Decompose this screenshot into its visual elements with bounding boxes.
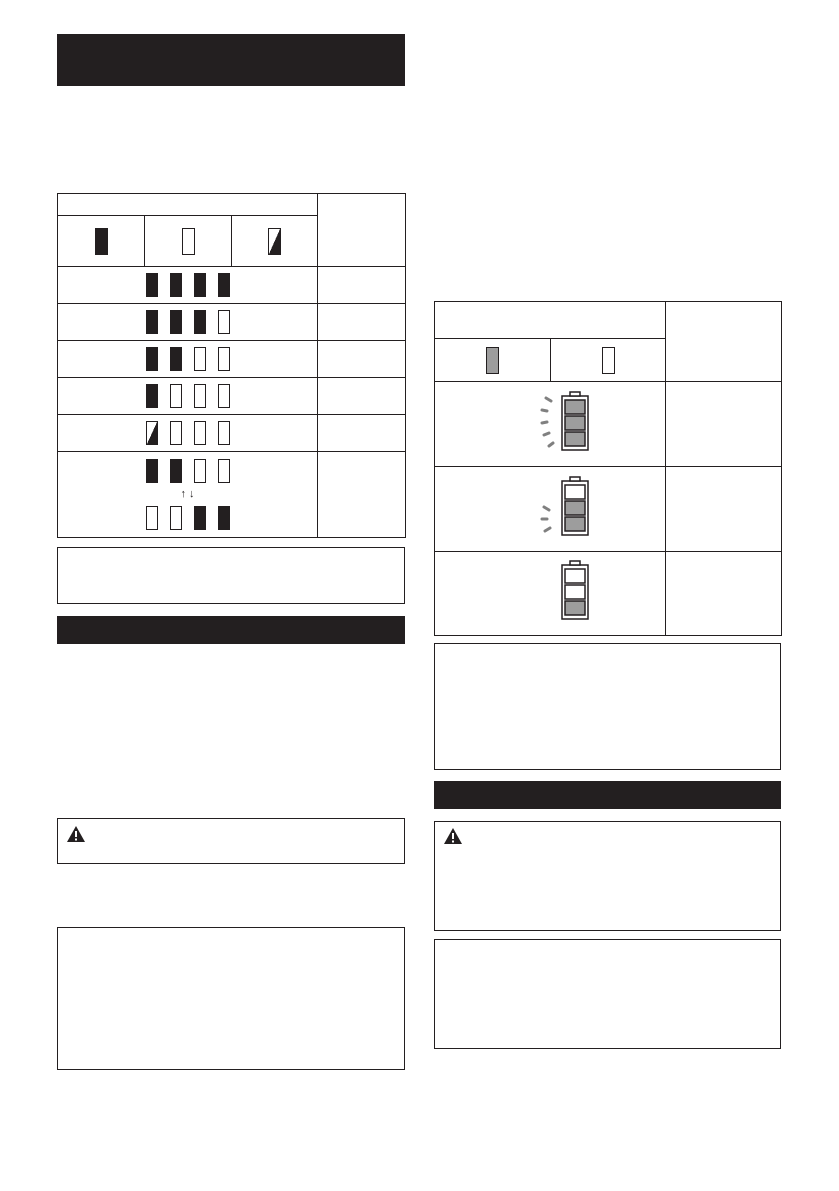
lamp-lighted-icon [194, 310, 206, 334]
lamp-off-icon [194, 384, 206, 408]
lamp-blinking-icon [268, 228, 281, 255]
capacity-row [58, 378, 318, 415]
legend-lighted [58, 216, 145, 267]
lamp-lighted-icon [218, 506, 230, 530]
note-box [434, 643, 781, 770]
lamp-off-icon [194, 421, 206, 445]
lamp-lighted-icon [146, 310, 158, 334]
note-box [57, 547, 405, 604]
note-box [434, 939, 781, 1049]
lamp-lighted-icon [146, 347, 158, 371]
lamp-lighted-icon [170, 459, 182, 483]
lamp-lighted-icon [218, 273, 230, 297]
battery-2-segments-blinking-icon [535, 475, 595, 539]
caution-box [57, 818, 405, 864]
capacity-value [666, 467, 782, 552]
battery-status-row [435, 552, 666, 636]
capacity-value [318, 452, 406, 538]
lamp-off-icon [194, 347, 206, 371]
lamp-off-icon [170, 421, 182, 445]
lamp-lighted-icon [486, 347, 499, 374]
battery-capacity-table [57, 193, 406, 538]
capacity-row [58, 267, 318, 304]
legend-blinking [232, 216, 318, 267]
capacity-value [318, 415, 406, 452]
indicator-lamps-header [58, 194, 318, 216]
lamp-off-icon [146, 506, 158, 530]
lamp-off-icon [170, 384, 182, 408]
lamp-lighted-icon [146, 384, 158, 408]
lamp-off-icon [218, 421, 230, 445]
capacity-value [318, 378, 406, 415]
lamp-off-icon [194, 459, 206, 483]
caution-box [434, 821, 781, 931]
legend-lighted [435, 339, 551, 382]
battery-status-row [435, 467, 666, 552]
capacity-row-alternating [58, 452, 318, 538]
section-header-bar [434, 781, 781, 809]
indicator-lamps-header [435, 302, 666, 339]
lamp-lighted-icon [194, 273, 206, 297]
capacity-value [666, 552, 782, 636]
lamp-lighted-icon [146, 273, 158, 297]
lamp-lighted-icon [170, 310, 182, 334]
lamp-off-icon [218, 310, 230, 334]
battery-status-row [435, 382, 666, 467]
remaining-capacity-header [318, 194, 406, 267]
lamp-off-icon [218, 459, 230, 483]
capacity-value [318, 304, 406, 341]
legend-off [145, 216, 232, 267]
capacity-value [318, 341, 406, 378]
lamp-lighted-icon [95, 228, 108, 255]
battery-3-segments-blinking-icon [535, 390, 595, 454]
lamp-off-icon [218, 347, 230, 371]
lamp-off-icon [602, 347, 615, 374]
lamp-off-icon [218, 384, 230, 408]
lamp-off-icon [182, 228, 195, 255]
lamp-off-icon [170, 506, 182, 530]
capacity-value [666, 382, 782, 467]
warning-triangle-icon [66, 825, 86, 843]
battery-1-segment-icon [535, 559, 595, 623]
lamp-blinking-icon [146, 421, 158, 445]
warning-triangle-icon [443, 827, 463, 845]
lamp-lighted-icon [170, 273, 182, 297]
capacity-row [58, 415, 318, 452]
lamp-lighted-icon [170, 347, 182, 371]
lamp-lighted-icon [146, 459, 158, 483]
capacity-value [318, 267, 406, 304]
legend-off [551, 339, 666, 382]
tool-remaining-capacity-table [434, 301, 782, 636]
alternate-arrows: ↑ ↓ [180, 488, 195, 500]
lamp-lighted-icon [194, 506, 206, 530]
remaining-capacity-header [666, 302, 782, 382]
note-box [57, 927, 405, 1070]
capacity-row [58, 304, 318, 341]
section-header-bar [57, 616, 405, 644]
capacity-row [58, 341, 318, 378]
section-header-bar [57, 34, 405, 86]
